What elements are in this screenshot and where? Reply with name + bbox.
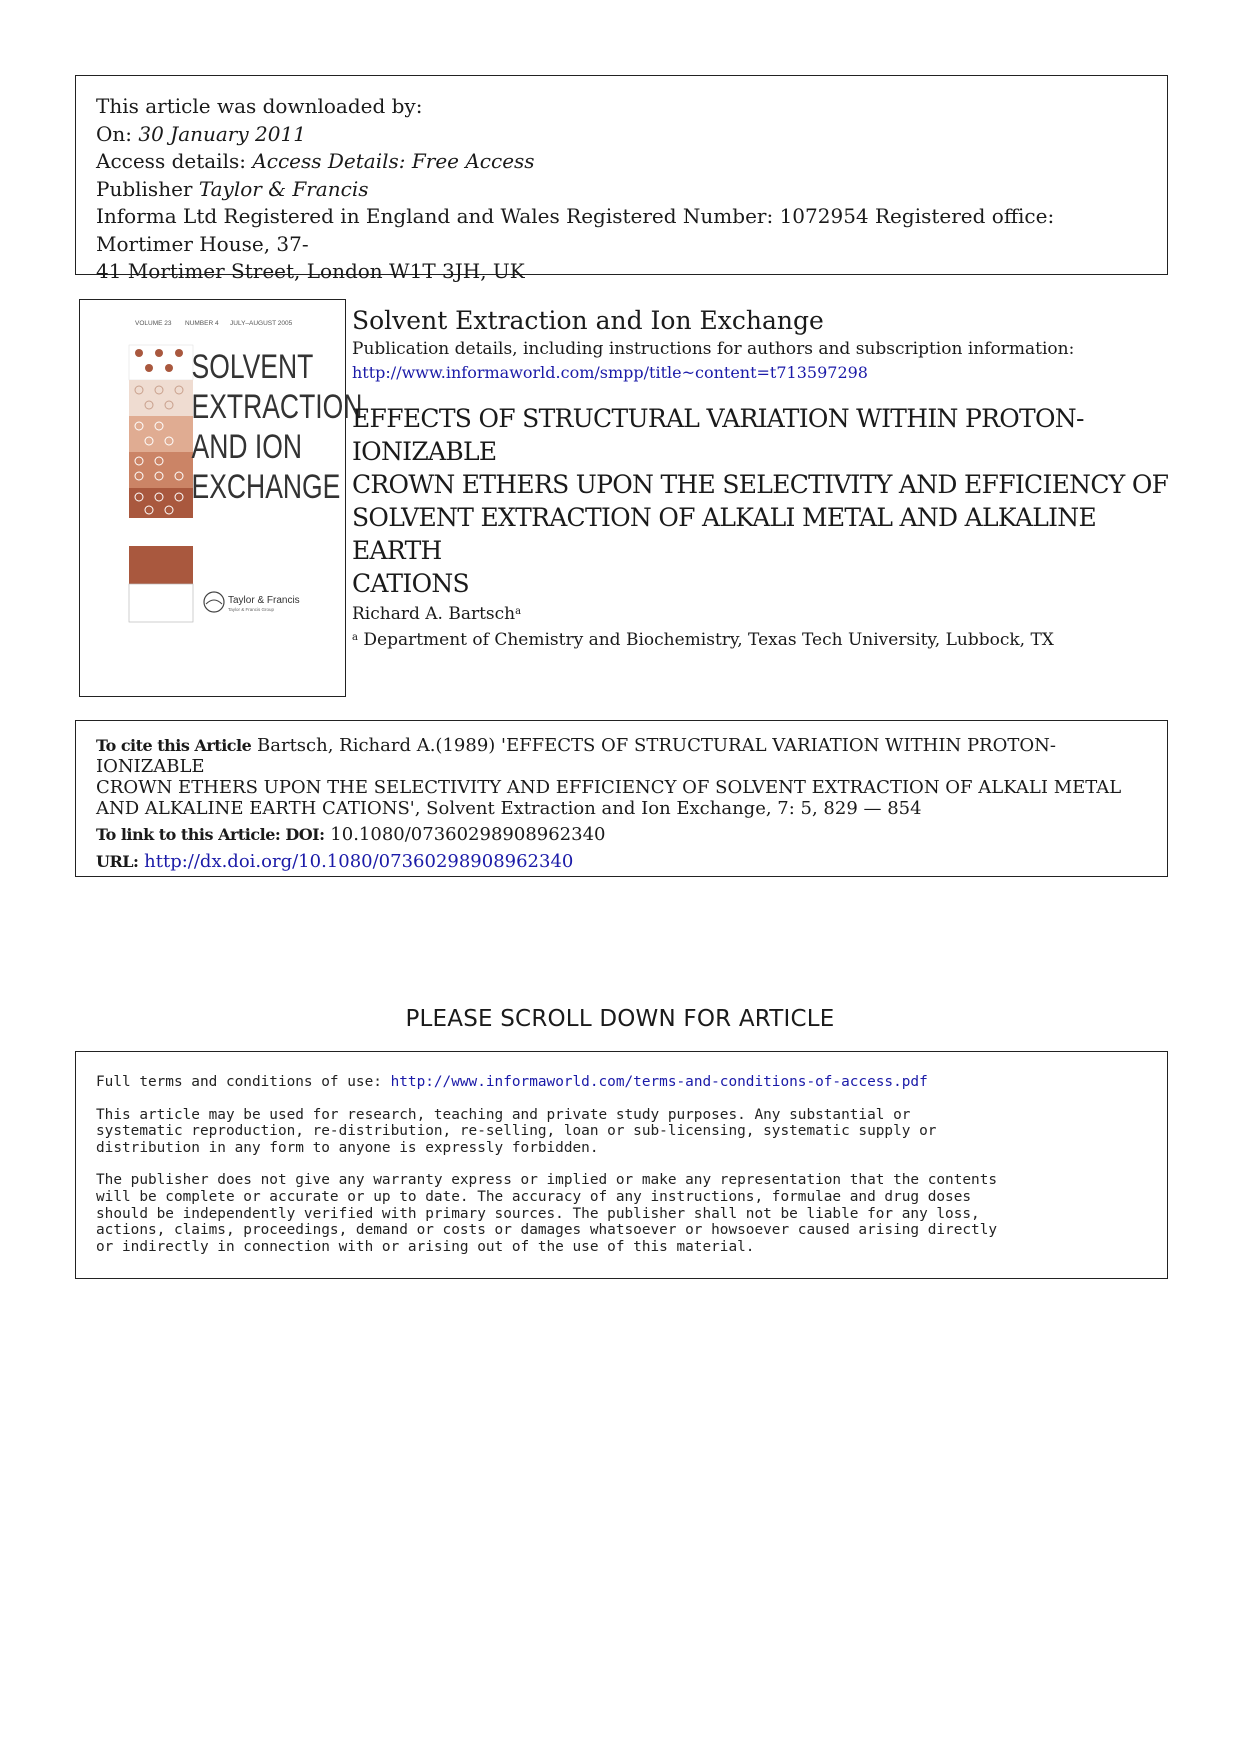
cover-title-line-2: EXTRACTION [191,387,363,426]
cover-volume: VOLUME 23 [135,320,172,327]
terms-url-link[interactable]: http://www.informaworld.com/terms-and-conditions-of-access.pdf [390,1074,928,1090]
cover-publisher: Taylor & Francis [228,595,300,606]
cover-publisher-sub: Taylor & Francis Group [228,607,275,612]
journal-info [352,305,1182,652]
access-details-line [96,148,1147,176]
journal-cover-image [79,299,363,697]
doi-line [96,824,1147,845]
cover-date: JULY–AUGUST 2005 [230,320,293,327]
doi-label: To link to this Article: DOI: [96,825,325,844]
cite-label: To cite this Article [96,736,252,755]
registered-line-1: Informa Ltd Registered in England and Wales Registered Number: 1072954 Registered office: Mortimer House, 37- [96,204,1055,256]
terms-box [75,1051,1168,1279]
on-label: On: [96,121,133,146]
cover-artwork [80,300,363,695]
author-name: Richard A. Bartsch [352,604,516,624]
disclaimer-paragraph: The publisher does not give any warranty express or implied or make any representation that the contents will be complete or accurate or up to date. The accuracy of any instructions, formulae and drug doses should be independently verified with primary sources. The publisher shall not be liable for any loss, actions, claims, proceedings, demand or costs or damages whatsoever or howsoever caused arising directly or indirectly in connection with or arising out of the use of this material. [96,1172,998,1255]
download-date-line [96,121,1147,149]
affiliation-line [352,626,1182,652]
author-affiliation-marker: a [515,606,522,617]
doi-value: 10.1080/07360298908962340 [330,824,606,845]
terms-label: Full terms and conditions of use: [96,1074,391,1090]
journal-title: Solvent Extraction and Ion Exchange [352,306,824,335]
article-title-line-1: EFFECTS OF STRUCTURAL VARIATION WITHIN PROTON-IONIZABLE [352,404,1084,466]
publisher-label: Publisher [96,176,193,201]
cover-title-line-3: AND ION [191,427,303,466]
journal-url-link[interactable]: http://www.informaworld.com/smpp/title~content=t713597298 [352,363,868,382]
cover-title-line-4: EXCHANGE [191,467,341,506]
citation-block [96,735,1147,819]
publication-details: Publication details, including instructions for authors and subscription information: [352,339,1075,359]
citation-box [75,720,1168,877]
download-date: 30 January 2011 [138,121,306,146]
scroll-down-notice: PLEASE SCROLL DOWN FOR ARTICLE [405,1006,835,1032]
cover-number: NUMBER 4 [185,320,219,327]
cover-title-line-1: SOLVENT [191,347,314,386]
access-value: Access Details: Free Access [252,149,535,173]
cite-text-line-1: Bartsch, Richard A.(1989) 'EFFECTS OF STRUCTURAL VARIATION WITHIN PROTON-IONIZABLE [96,735,1056,777]
doi-url-link[interactable]: http://dx.doi.org/10.1080/07360298908962340 [144,851,574,872]
cite-text-line-2: CROWN ETHERS UPON THE SELECTIVITY AND EFFICIENCY OF SOLVENT EXTRACTION OF ALKALI METAL [96,777,1122,798]
article-title [352,402,1182,600]
affiliation-marker: a [352,632,358,643]
terms-line [96,1074,1147,1091]
article-title-line-2: CROWN ETHERS UPON THE SELECTIVITY AND EFFICIENCY OF [352,470,1169,499]
publisher-value: Taylor & Francis [198,176,369,201]
registered-line-2: 41 Mortimer Street, London W1T 3JH, UK [96,259,525,283]
affiliation-text: Department of Chemistry and Biochemistry, Texas Tech University, Lubbock, TX [357,630,1054,650]
url-label: URL: [96,852,139,871]
article-title-line-3: SOLVENT EXTRACTION OF ALKALI METAL AND ALKALINE EARTH [352,503,1096,565]
access-label: Access details: [96,149,246,173]
publisher-line [96,176,1147,204]
article-title-line-4: CATIONS [352,569,469,598]
usage-paragraph: This article may be used for research, teaching and private study purposes. Any substantial or systematic reproduction, re-distribution, re-selling, loan or sub-licensing, systematic supply or distribution in any form to anyone is expressly forbidden. [96,1106,937,1156]
downloaded-by-line: This article was downloaded by: [96,94,423,118]
url-line [96,851,1147,872]
cite-text-line-3: AND ALKALINE EARTH CATIONS', Solvent Extraction and Ion Exchange, 7: 5, 829 — 854 [96,798,922,819]
author-line [352,600,1182,626]
download-info-box [75,75,1168,283]
